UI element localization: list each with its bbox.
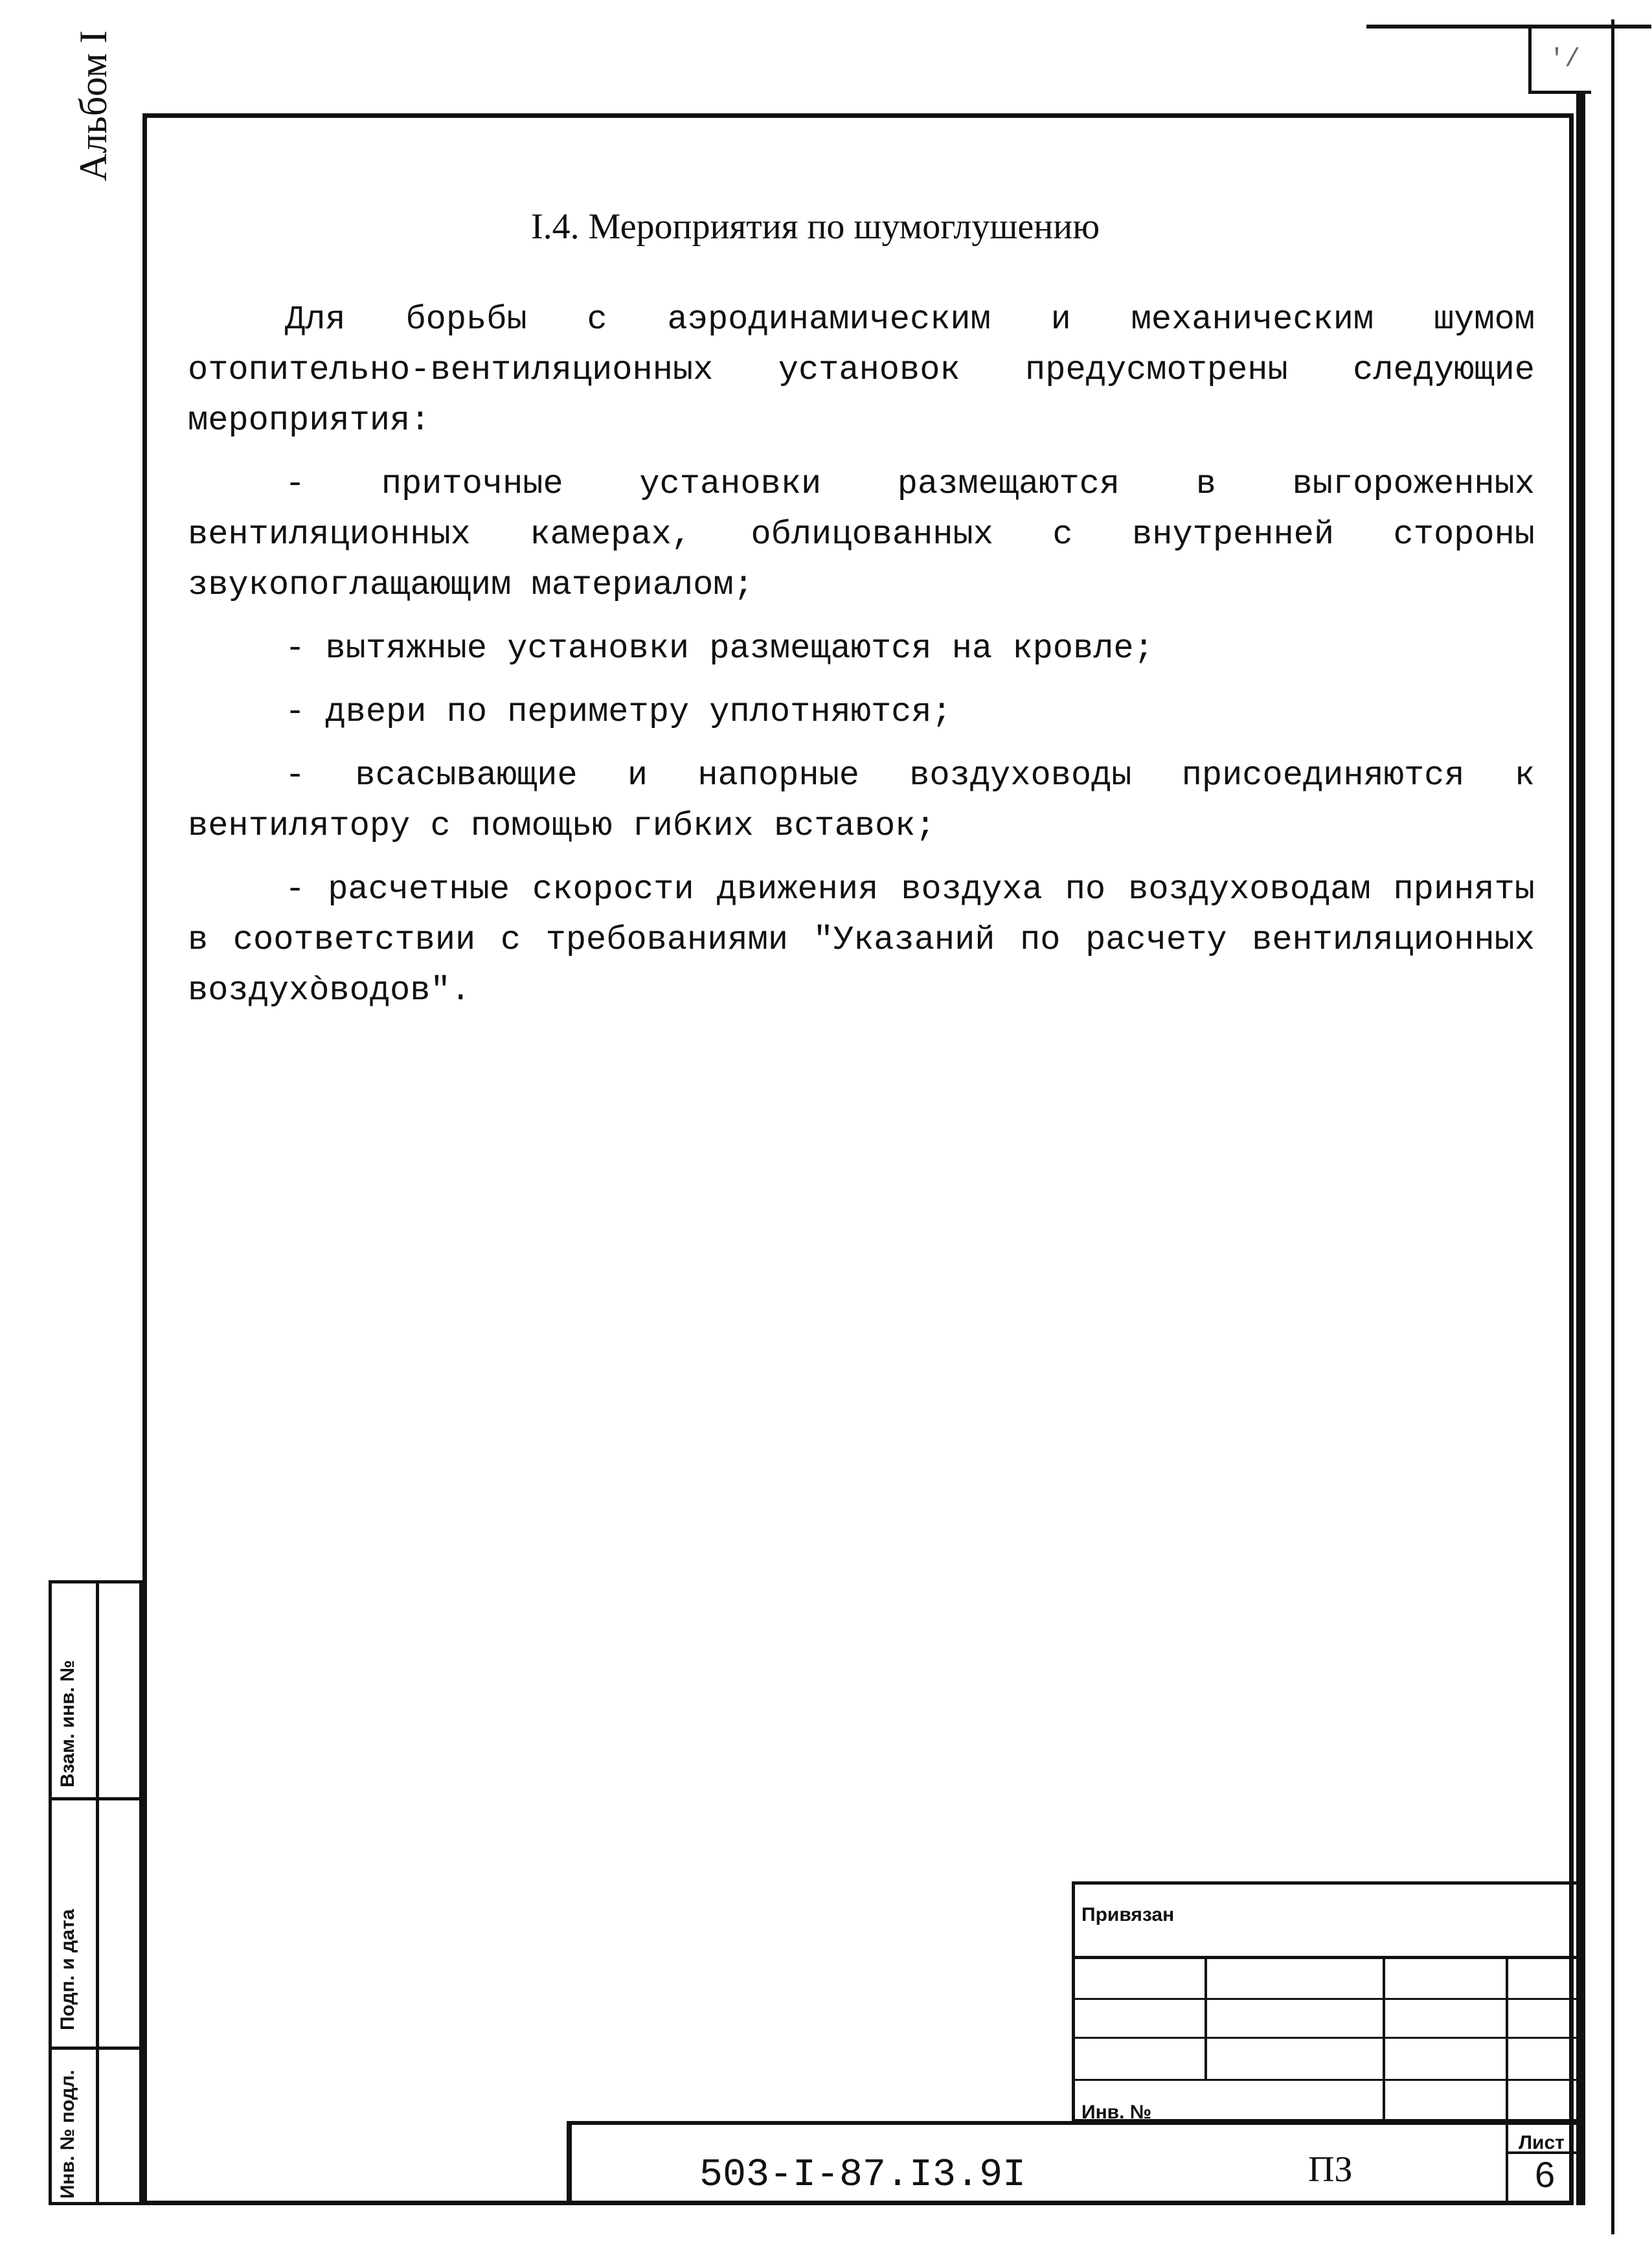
title-block-line — [1072, 1998, 1577, 2000]
paragraph: - вытяжные установки размещаются на кровле; — [285, 629, 1154, 668]
side-label-replace-inv: Взам. инв. № — [57, 1660, 78, 1787]
side-stamp-divider — [49, 2047, 142, 2050]
paragraph: - расчетные скорости движения воздуха по воздуховодам приняты в соответствии с требованиями "Указаний по расчету вентиляционных воздухòводов". — [188, 870, 1535, 1010]
title-block-line — [567, 2121, 572, 2205]
title-block-line — [1072, 2079, 1577, 2081]
paragraph: - двери по периметру уплотняются; — [285, 693, 952, 731]
frame-right-edge — [1611, 19, 1614, 2234]
paragraph: - всасывающие и напорные воздуховоды присоединяются к вентилятору с помощью гибких вставок; — [188, 756, 1535, 845]
title-block-line — [1383, 1956, 1385, 2121]
album-label: Альбом I — [72, 30, 115, 181]
inv-label: Инв. № — [1081, 2102, 1152, 2123]
frame-right-thick — [1576, 94, 1585, 2205]
section-heading: I.4. Мероприятия по шумоглушению — [531, 207, 1100, 247]
document-type: ПЗ — [1308, 2149, 1353, 2190]
title-block-line — [1072, 1956, 1577, 1959]
side-stamp-divider — [49, 1797, 142, 1800]
paragraph: Для борьбы с аэродинамическим и механическим шумом отопительно-вентиляционных установок предусмотрены следующие мероприятия: — [188, 301, 1535, 440]
title-block-line — [1072, 1881, 1075, 2121]
side-stamp-divider-vertical — [96, 1580, 99, 2205]
bound-label: Привязан — [1081, 1904, 1175, 1925]
frame-top-line — [1366, 25, 1651, 28]
paragraph: - приточные установки размещаются в выгороженных вентиляционных камерах, облицованных с внутренней стороны звукопоглащающим материалом; — [188, 465, 1535, 604]
title-block-line — [1072, 2037, 1577, 2039]
title-block-line — [1205, 1956, 1207, 2079]
section-body — [188, 295, 1535, 1029]
side-label-inv-original: Инв. № подл. — [57, 2069, 78, 2199]
title-block-line — [1072, 1881, 1577, 1885]
sheet-number: 6 — [1535, 2154, 1556, 2195]
title-block-line — [1506, 1956, 1508, 2205]
title-block-line — [567, 2121, 1577, 2125]
corner-mark: ′/ — [1549, 45, 1581, 74]
side-label-sign-date: Подп. и дата — [57, 1909, 78, 2030]
sheet-label: Лист — [1519, 2132, 1565, 2153]
document-code: 503-I-87.I3.9I — [699, 2153, 1026, 2197]
